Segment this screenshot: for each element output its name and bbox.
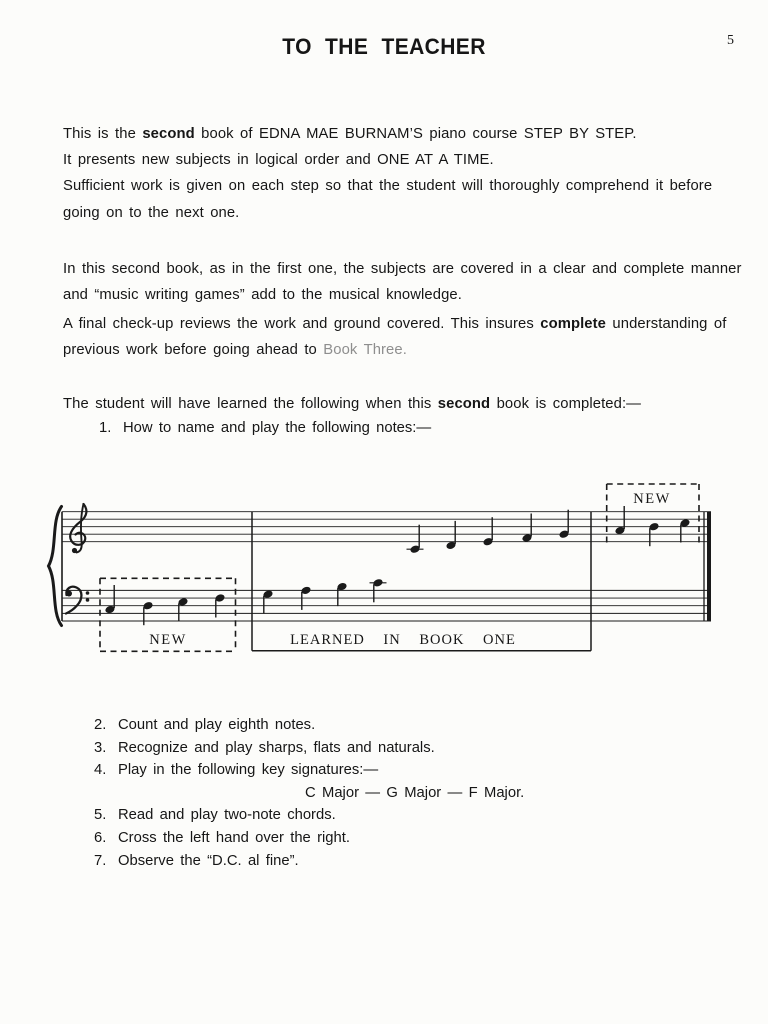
text-segment: The student will have learned the following when this: [63, 396, 438, 412]
list-item-1: [99, 420, 431, 436]
paragraph-checkup: [63, 311, 726, 363]
brace-icon: [49, 507, 62, 626]
text-segment: This is the: [63, 126, 143, 142]
list-item-text: How to name and play the following notes:—: [123, 420, 432, 436]
bass-clef-dot: [86, 598, 90, 602]
text-line: [63, 121, 712, 147]
list-item: [94, 827, 524, 850]
text-segment: Sufficient work is given on each step so that the student will thoroughly comprehend it before: [63, 178, 713, 195]
text-line: [63, 337, 726, 363]
paragraph-student-learned: [63, 391, 641, 417]
text-segment: A final check-up reviews the work and ground covered. This insures: [63, 316, 541, 332]
bass-clef-dot: [86, 591, 90, 595]
text-segment: and “music writing games” add to the musical knowledge.: [63, 287, 462, 304]
text-line: [63, 311, 726, 337]
text-segment: book is completed:—: [490, 396, 642, 412]
list-item-number: 3.: [94, 739, 107, 756]
list-item-number: 4.: [94, 762, 107, 779]
skills-list: [94, 714, 524, 872]
list-item-text: Observe the “D.C. al fine”.: [118, 852, 299, 869]
list-item-number: 2.: [94, 717, 107, 733]
list-item: [94, 850, 524, 873]
label-learned-book-one: LEARNED IN BOOK ONE: [290, 632, 516, 648]
music-example-figure: [30, 470, 752, 670]
text-segment: going on to the next one.: [63, 204, 240, 221]
list-item-subtext: C Major — G Major — F Major.: [305, 784, 525, 801]
text-line: [63, 391, 641, 417]
text-line: [63, 173, 712, 199]
page-title: TO THE TEACHER: [282, 35, 486, 60]
list-item: [94, 759, 524, 782]
treble-clef-icon: [70, 504, 86, 545]
list-item-number: 5.: [94, 807, 107, 824]
final-barline-thick: [707, 512, 711, 621]
text-segment: complete: [540, 316, 606, 332]
list-item: [94, 714, 524, 737]
text-segment: It presents new subjects in logical order and ONE AT A TIME.: [63, 152, 494, 169]
list-item-text: Play in the following key signatures:—: [118, 762, 379, 779]
list-item-text: Count and play eighth notes.: [118, 717, 316, 733]
text-line: [63, 200, 712, 226]
list-item-text: Recognize and play sharps, flats and naturals.: [118, 739, 435, 756]
paragraph-course-intro: [63, 121, 712, 226]
text-segment: previous work before going ahead to: [63, 342, 324, 359]
list-item-text: Cross the left hand over the right.: [118, 829, 350, 846]
text-line: [63, 147, 712, 173]
list-item-text: Read and play two-note chords.: [118, 807, 336, 824]
text-segment: book of EDNA MAE BURNAM’S piano course STEP BY STEP.: [194, 126, 637, 142]
list-item-number: 6.: [94, 829, 107, 846]
text-line: [63, 282, 742, 308]
text-segment: In this second book, as in the first one, the subjects are covered in a clear and complete manner: [63, 261, 742, 277]
label-new-bass: NEW: [149, 632, 187, 648]
treble-clef-icon: [72, 548, 77, 553]
text-segment: understanding of: [606, 316, 727, 332]
text-line: [63, 256, 742, 282]
text-segment: second: [437, 396, 491, 412]
list-item: [94, 737, 524, 760]
paragraph-subjects: [63, 256, 742, 308]
list-item-number: 1.: [99, 420, 112, 436]
grand-staff: [30, 470, 752, 670]
label-new-treble: NEW: [633, 491, 671, 507]
list-item-number: 7.: [94, 852, 107, 869]
list-item: [94, 804, 524, 827]
book-three-reference: Book Three.: [323, 342, 407, 359]
page-number: 5: [727, 33, 734, 48]
text-segment: second: [142, 126, 195, 142]
